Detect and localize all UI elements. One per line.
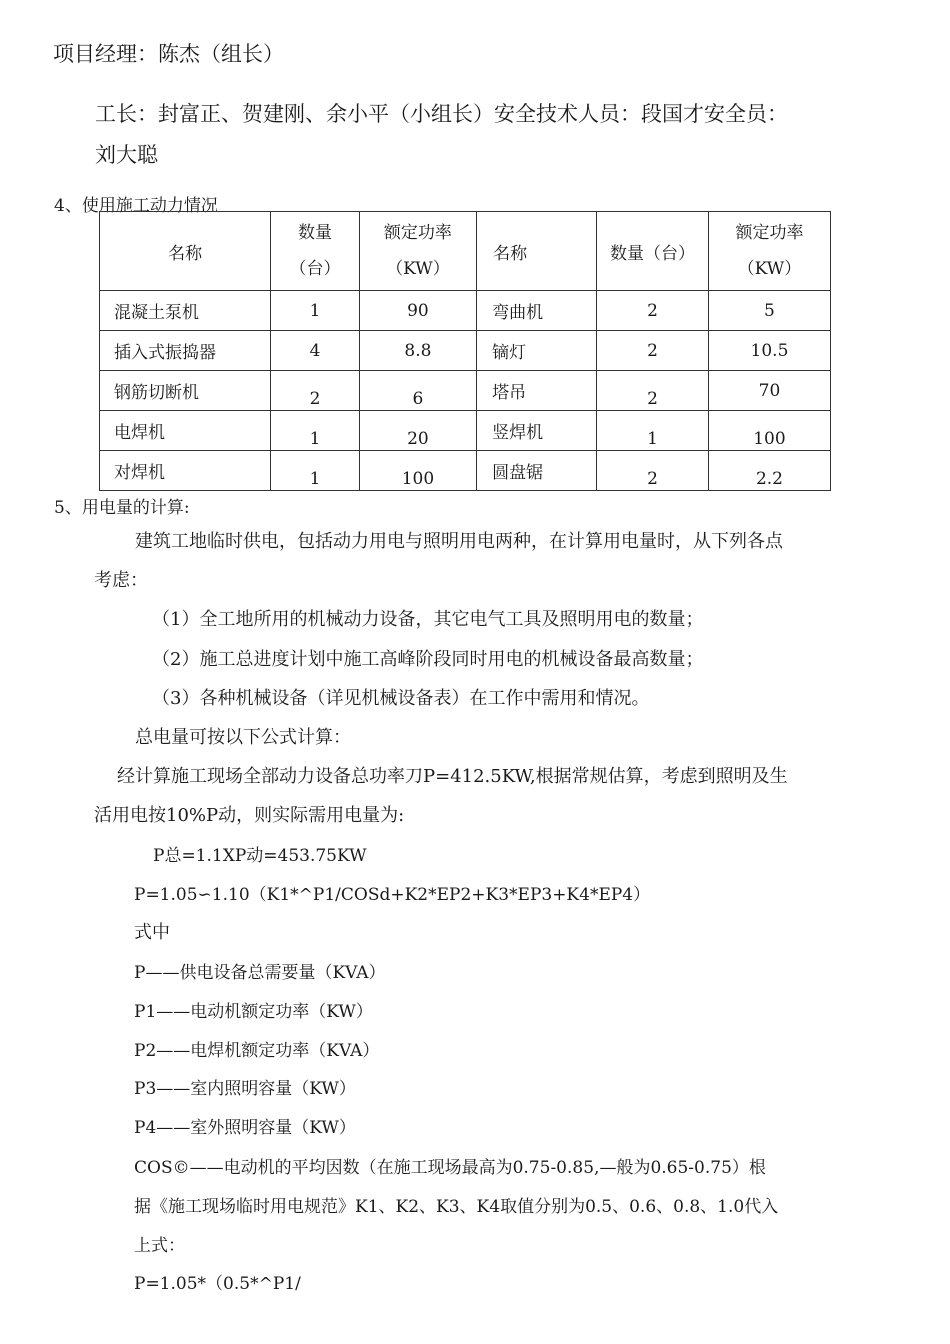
- cell-qty: [271, 411, 359, 451]
- header-power: [359, 212, 476, 291]
- safety-officer-line: 刘大聪: [95, 143, 158, 167]
- cell-power2-value: 2.2: [755, 468, 783, 489]
- table-row: [100, 451, 831, 491]
- cell-qty-2: [597, 411, 709, 451]
- cell-power: [359, 451, 476, 491]
- cell-qty-2: 2: [597, 291, 709, 331]
- table-row: [100, 331, 831, 371]
- total-power-formula: P总=1.1XP动=453.75KW: [153, 846, 367, 866]
- cell-name-2: 镝灯: [477, 331, 597, 371]
- formula-intro: 总电量可按以下公式计算：: [135, 727, 351, 748]
- power-demand-formula: P=1.05∽1.10（K1*^P1/COSd+K2*EP2+K3*EP3+K4*EP4）: [134, 885, 651, 905]
- table-row: [100, 371, 831, 411]
- paragraph-1-line-1: 建筑工地临时供电，包括动力用电与照明用电两种，在计算用电量时，从下列各点: [135, 531, 783, 552]
- table-row: [100, 411, 831, 451]
- header-power2-line2: （KW）: [737, 259, 802, 279]
- cell-qty2-value: 2: [647, 388, 658, 409]
- cell-name-2: 竖焊机: [477, 411, 597, 451]
- cos-definition-line-3: 上式：: [134, 1236, 185, 1256]
- cell-power: [359, 411, 476, 451]
- cell-qty-2: 2: [597, 331, 709, 371]
- cell-power-value: 100: [401, 468, 435, 489]
- cell-power-2: [708, 451, 830, 491]
- cell-name-2: 弯曲机: [477, 291, 597, 331]
- paragraph-2-line-1: 经计算施工现场全部动力设备总功率刀P=412.5KW,根据常规估算，考虑到照明及生: [117, 766, 788, 787]
- where-label: 式中: [134, 922, 170, 943]
- definition-p: P——供电设备总需要量（KVA）: [134, 963, 386, 983]
- cell-qty2-value: 1: [647, 428, 658, 449]
- project-manager-line: 项目经理：陈杰（组长）: [53, 42, 284, 66]
- final-formula: P=1.05*（0.5*^P1/: [134, 1274, 301, 1294]
- definition-p3: P3——室内照明容量（KW）: [134, 1079, 356, 1099]
- cell-name: 钢筋切断机: [100, 371, 271, 411]
- header-qty: [271, 212, 359, 291]
- cell-qty-value: 2: [309, 388, 321, 409]
- cell-power-value: 6: [412, 388, 424, 409]
- cell-name-2: 圆盘锯: [477, 451, 597, 491]
- consideration-item-3: （3）各种机械设备（详见机械设备表）在工作中需用和情况。: [152, 688, 650, 709]
- paragraph-1-line-2: 考虑：: [94, 570, 148, 591]
- cell-power: 8.8: [359, 331, 476, 371]
- cell-name: 混凝土泵机: [100, 291, 271, 331]
- cell-qty2-value: 2: [647, 468, 658, 489]
- header-name-2: 名称: [477, 212, 597, 291]
- cell-qty-value: 1: [309, 428, 321, 449]
- cell-qty: [271, 451, 359, 491]
- cell-qty: 4: [271, 331, 359, 371]
- cell-power-2: 10.5: [708, 331, 830, 371]
- header-power-line2: （KW）: [386, 259, 450, 279]
- header-power-line1: 额定功率: [383, 223, 452, 243]
- cell-power2-value: 100: [753, 428, 786, 449]
- cell-name: 电焊机: [100, 411, 271, 451]
- cell-qty-2: [597, 371, 709, 411]
- definition-p1: P1——电动机额定功率（KW）: [134, 1002, 373, 1022]
- definition-p2: P2——电焊机额定功率（KVA）: [134, 1041, 380, 1061]
- consideration-item-1: （1）全工地所用的机械动力设备，其它电气工具及照明用电的数量；: [152, 609, 704, 630]
- cell-power: [359, 371, 476, 411]
- cell-name-2: 塔吊: [477, 371, 597, 411]
- cell-power-2: [708, 411, 830, 451]
- cell-power-2: 70: [708, 371, 830, 411]
- consideration-item-2: （2）施工总进度计划中施工高峰阶段同时用电的机械设备最高数量；: [152, 649, 704, 670]
- cos-definition-line-1: COS©——电动机的平均因数（在施工现场最高为0.75-0.85,—般为0.65-0.75）根: [134, 1158, 766, 1178]
- equipment-power-table: [99, 211, 831, 491]
- cell-qty-value: 1: [309, 468, 321, 489]
- section-5-title: 5、用电量的计算:: [54, 498, 190, 518]
- cell-qty-2: [597, 451, 709, 491]
- header-power-2: [708, 212, 830, 291]
- table-row: [100, 291, 831, 331]
- header-power2-line1: 额定功率: [735, 223, 804, 243]
- cell-qty: [271, 371, 359, 411]
- cell-power-value: 20: [407, 428, 429, 449]
- cell-name: 对焊机: [100, 451, 271, 491]
- cell-power-2: 5: [708, 291, 830, 331]
- definition-p4: P4——室外照明容量（KW）: [134, 1118, 356, 1138]
- section-4-title: 4、使用施工动力情况: [54, 196, 218, 216]
- table-header-row: [100, 212, 831, 291]
- header-qty-2: 数量（台）: [597, 212, 709, 291]
- header-qty-line2: （台）: [289, 259, 341, 279]
- cell-qty: 1: [271, 291, 359, 331]
- cell-name: 插入式振捣器: [100, 331, 271, 371]
- paragraph-2-line-2: 活用电按10%P动，则实际需用电量为:: [94, 805, 405, 826]
- cos-definition-line-2: 据《施工现场临时用电规范》K1、K2、K3、K4取值分别为0.5、0.6、0.8、1.0代入: [134, 1197, 779, 1217]
- foreman-line: 工长：封富正、贺建刚、余小平（小组长）安全技术人员：段国才安全员：: [95, 102, 788, 126]
- header-name: 名称: [100, 212, 271, 291]
- header-qty-line1: 数量: [298, 223, 333, 243]
- cell-power: 90: [359, 291, 476, 331]
